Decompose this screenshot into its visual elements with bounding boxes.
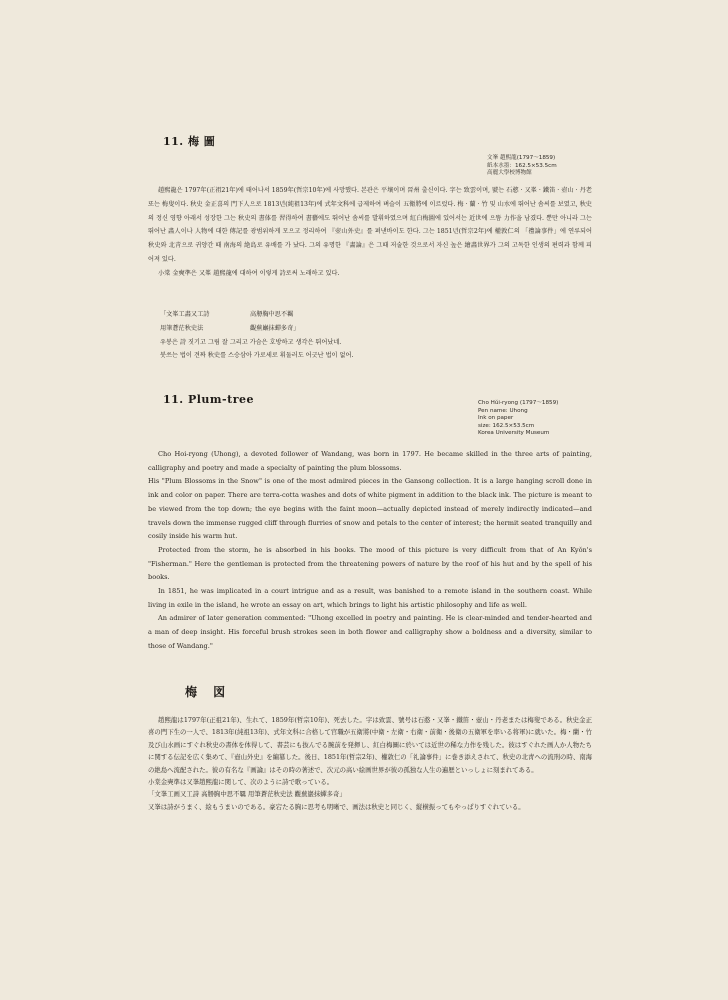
caption-line: 文峯 趙熙龍(1797～1859) [487, 155, 556, 161]
korean-body [148, 184, 592, 281]
poem-line [160, 308, 353, 322]
english-paragraph: In 1851, he was implicated in a court intrigue and as a result, was banished to a remote island in the southern coast. While living in exile in the island, he wrote an essay on art, which brings to light his artistic philosophy and life as well. [148, 587, 592, 609]
japanese-poem: 「文峯工画又工詩 高刱胸中思不羈 用筆蒼茫秋史法 觀蕪巖抹蟬多奇」 [148, 790, 346, 799]
poem-verse: 用筆蒼茫秋史法 [160, 324, 204, 332]
korean-poem [160, 308, 353, 363]
japanese-paragraph: 小棠金奭準は又峯趙熙龍に関して、次のように詩で歌っている。 [148, 778, 334, 787]
japanese-paragraph: 趙熙龍は1797年(正祖21年)、生れて、1859年(哲宗10年)、死去した。字は致雲、號号は石憨・又峯・鐵笛・壺山・丹老または梅叟である。秋史金正喜の門下生の一人で、1813年(純祖13年)、式年文科に合格して官職が五衛將(中衛・左衛・右衛・前衛・後衛の五衛軍を率いる将軍)に就いた。梅・蘭・竹及び山水画にすぐれ秋史の書体を体得して、書芸にも抜んでる腕前を発揮し、紅白梅圖に於いては近世の稀な力作を残した。彼はすぐれた画人か人物たちに関する伝記を広く集めて、『壺山外史』を編纂した。後日、1851年(哲宗2年)、權敦仁の「礼論事件」に巻き添えされて、秋史の北靑への流刑の時、南海の絶島へ流配された。彼の有名な『画論』はその時の著述で、次元の高い絵画世界が彼の孤独な人生の遍歴といっしょに刻まれてある。 [148, 716, 592, 774]
english-section-title: 11. Plum-tree [163, 393, 254, 406]
english-paragraph: Cho Hoi-ryong (Uhong), a devoted follower of Wandang, was born in 1797. He became skilled in the three arts of painting, calligraphy and poetry and made a specialty of painting the plum blossoms. [148, 450, 592, 472]
caption-line: Ink on paper [478, 415, 514, 422]
english-artwork-caption [478, 400, 558, 438]
poem-verse: 觀蕪巖抹蟬多奇」 [250, 324, 300, 332]
caption-line: Korea University Museum [478, 430, 550, 437]
poem-verse: 高刱胸中思不羈 [250, 311, 294, 318]
japanese-section-title: 梅 図 [185, 685, 232, 699]
korean-paragraph: 趙熙龍은 1797年(正祖21年)에 태어나서 1859年(哲宗10年)에 사망했다. 본관은 平壤이며 晉州 출신이다. 字는 致雲이며, 號는 石憨 · 又峯 · 鐵笛 · 壺山 · 丹老 또는 梅叟이다. 秋史 金正喜의 門下人으로 1813년(純祖13年)에 式年文科에 급제하여 벼슬이 五衛將에 이르렀다. 梅 · 蘭 · 竹 및 山水에 뛰어난 솜씨를 보였고, 秋史의 정신 영향 아래서 성장한 그는 秋史의 書体를 習得하여 書藝에도 뛰어난 솜씨를 발휘하였으며 紅白梅圖에 있어서는 近世에 으뜸 力作을 남겼다. 뿐만 아니라 그는 뛰어난 畵人이나 人物에 대한 傳記를 광범위하게 모으고 정리하여 『壺山外史』를 펴낸바이도 한다. 그는 1851년(哲宗2年)에 權敦仁의 「禮論事件」에 연루되어 秋史와 北靑으로 귀양간 때 南海의 絶島로 유배를 가 났다. 그의 유명한 『畵論』은 그때 저술한 것으로서 자신 높은 繪畵世界가 그의 고독한 인생의 편력과 함께 피어져 있다. [148, 187, 592, 263]
caption-line: Pen name: Uhong [478, 407, 528, 414]
korean-paragraph: 小棠 金奭準은 又峯 趙熙龍에 대하여 이렇게 詩로써 노래하고 있다. [158, 269, 340, 277]
poem-line [160, 322, 353, 336]
english-paragraph: His "Plum Blossoms in the Snow" is one of the most admired pieces in the Gansong collection. It is a large hanging scroll done in ink and color on paper. There are terra-cotta washes and dots of white pigment in addition to the black ink. The picture is meant to be viewed from the top down; the eye begins with the faint moon—actually depicted instead of merely indirectly indicated—and travels down the immense rugged cliff through flurries of snow and petals to the center of interest; the hermit seated tranquilly and cosily inside his warm hut. [148, 477, 592, 541]
korean-artwork-caption [487, 155, 557, 178]
poem-verse: 「文峯工畵又工詩 [160, 311, 210, 318]
caption-line: 高麗大學校博物館 [487, 170, 532, 177]
poem-translation-line: 우봉은 詩 짓기고 그림 잘 그리고 가슴은 호방하고 생각은 뛰어났네. [160, 338, 342, 346]
caption-line: Cho Hŭi-ryong (1797～1859) [478, 400, 559, 406]
korean-section-title: 11. 梅 圖 [163, 135, 216, 148]
japanese-paragraph: 又峯は詩がうまく、絵もうまいのである。豪宕たる胸に思考も明晰で、画法は秋史と同じく、縦横振ってもやっぱりすぐれている。 [148, 802, 525, 811]
poem-translation-line: 붓쓰는 법이 견짜 秋史를 스승삼아 가로세로 휘둘러도 어긋난 법이 없어. [160, 352, 354, 360]
caption-line: 紙本水墨：162.5×53.5cm [487, 162, 557, 169]
english-paragraph: Protected from the storm, he is absorbed in his books. The mood of this picture is very difficult from that of An Kyŏn's "Fisherman." Here the gentleman is protected from the threatening powers of nature by the roof of his hut and by the spell of his books. [148, 545, 592, 582]
english-body [148, 448, 592, 654]
japanese-body [148, 714, 592, 813]
english-paragraph: An admirer of later generation commented: "Uhong excelled in poetry and painting. He is clear-minded and tender-hearted and a man of deep insight. His forceful brush strokes seen in both flower and calligraphy show a boldness and a diversity, similar to those of Wandang." [148, 614, 592, 650]
caption-line: size: 162.5×53.5cm [478, 422, 535, 429]
